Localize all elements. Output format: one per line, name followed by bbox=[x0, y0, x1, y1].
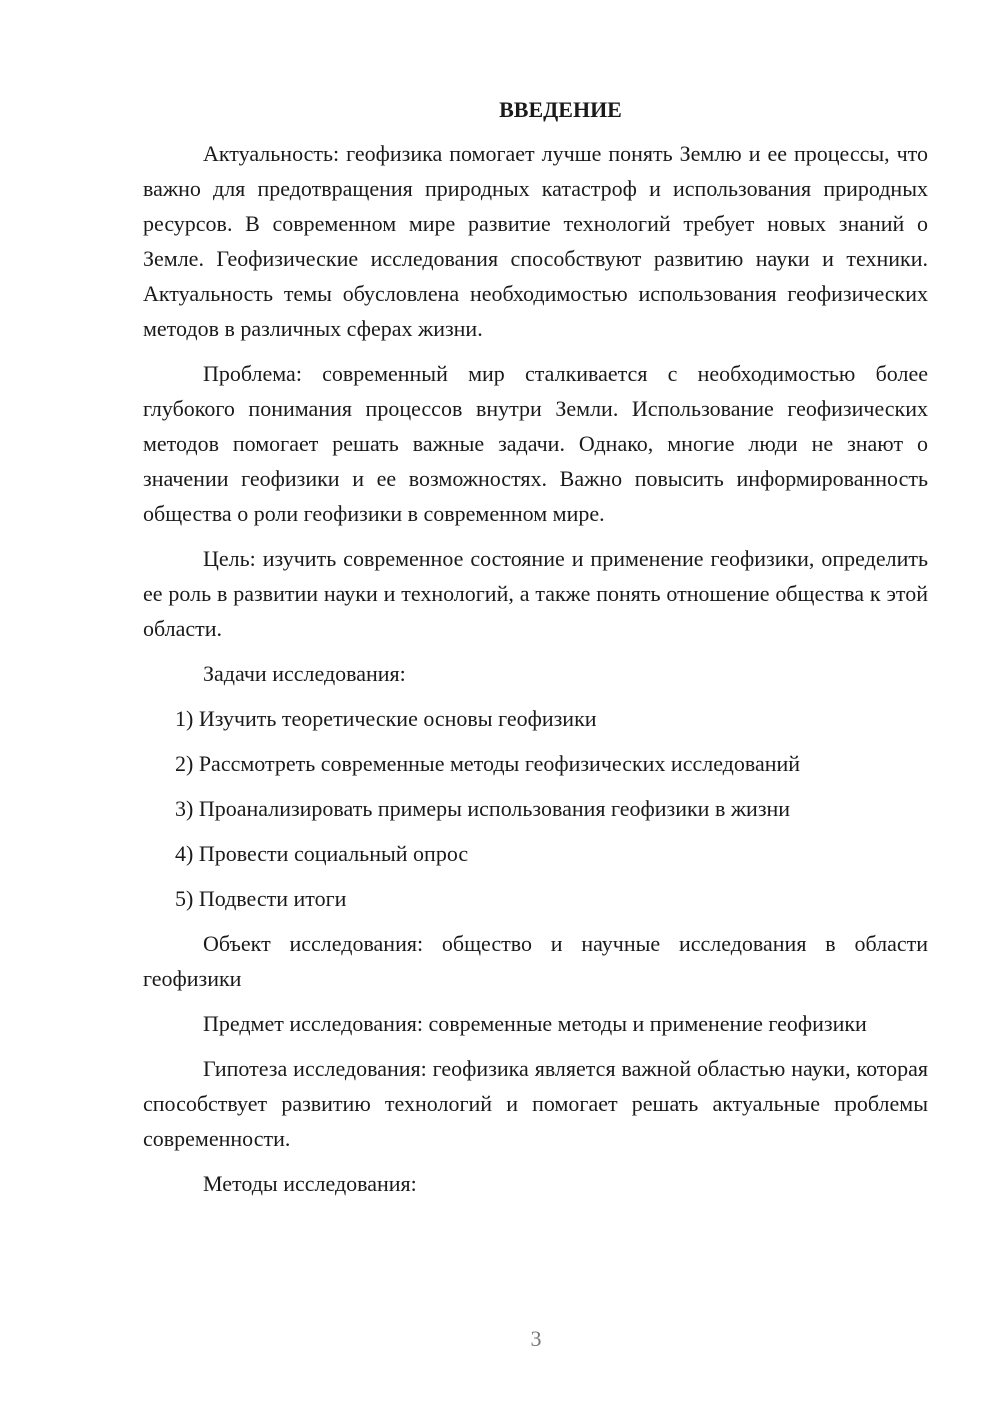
tasks-list bbox=[143, 701, 928, 916]
subject-paragraph: Предмет исследования: современные методы и применение геофизики bbox=[203, 1011, 867, 1036]
section-title: ВВЕДЕНИЕ bbox=[499, 97, 622, 122]
relevance-paragraph: Актуальность: геофизика помогает лучше понять Землю и ее процессы, что важно для предотвращения природных катастроф и использования природных ресурсов. В современном мире развитие технологий требует новых знаний о Земле. Геофизические исследования способствуют развитию науки и техники. Актуальность темы обусловлена необходимостью использования геофизических методов в различных сферах жизни. bbox=[143, 141, 928, 341]
methods-heading: Методы исследования: bbox=[203, 1171, 417, 1196]
list-item: 4) Провести социальный опрос bbox=[175, 841, 469, 866]
hypothesis-paragraph: Гипотеза исследования: геофизика является важной областью науки, которая способствует развитию технологий и помогает решать актуальные проблемы современности. bbox=[143, 1056, 928, 1151]
object-paragraph: Объект исследования: общество и научные исследования в области геофизики bbox=[143, 931, 928, 991]
problem-paragraph: Проблема: современный мир сталкивается с необходимостью более глубокого понимания процессов внутри Земли. Использование геофизических методов помогает решать важные задачи. Однако, многие люди не знают о значении геофизики и ее возможностях. Важно повысить информированность общества о роли геофизики в современном мире. bbox=[143, 361, 928, 526]
list-item: 2) Рассмотреть современные методы геофизических исследований bbox=[175, 751, 801, 776]
list-item: 5) Подвести итоги bbox=[175, 886, 347, 911]
list-item: 3) Проанализировать примеры использования геофизики в жизни bbox=[175, 796, 791, 821]
page-number: 3 bbox=[530, 1326, 542, 1351]
tasks-heading: Задачи исследования: bbox=[203, 661, 406, 686]
list-item: 1) Изучить теоретические основы геофизики bbox=[175, 706, 597, 731]
goal-paragraph: Цель: изучить современное состояние и применение геофизики, определить ее роль в развитии науки и технологий, а также понять отношение общества к этой области. bbox=[143, 546, 928, 641]
